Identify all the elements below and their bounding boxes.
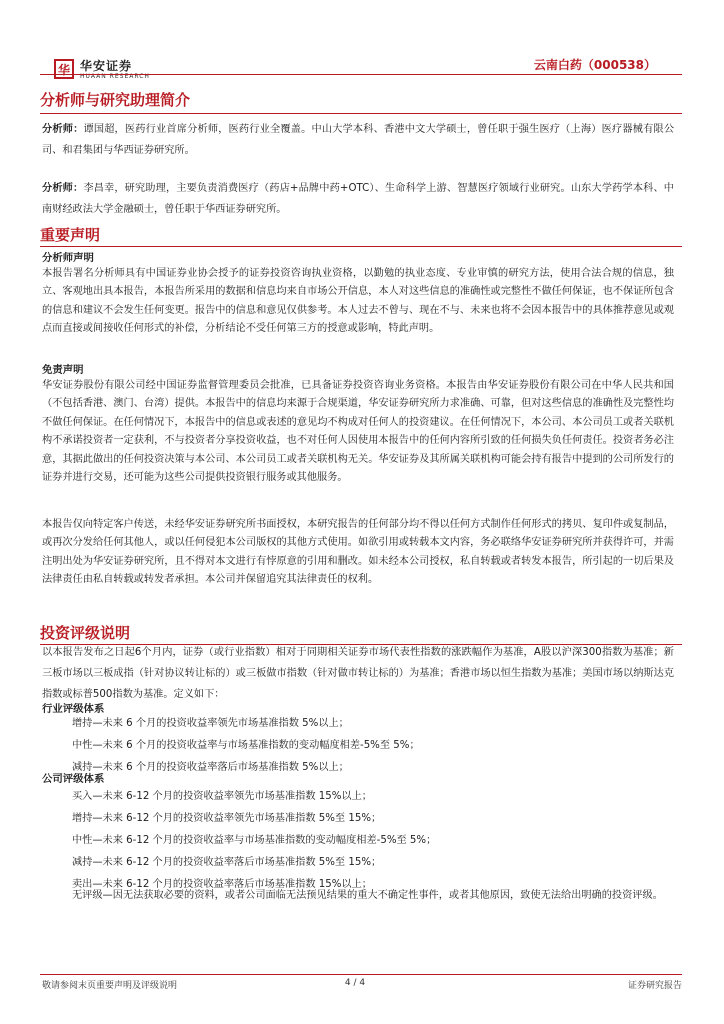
report-stock-code: 云南白药（000538）	[533, 58, 656, 72]
disclaimer-section-divider	[40, 246, 682, 247]
footer-disclaimer-note: 敬请参阅末页重要声明及评级说明	[42, 981, 178, 991]
exemption-heading: 免责声明	[42, 364, 84, 376]
analyst-statement-text: 本报告署名分析师具有中国证券业协会授予的证券投资咨询执业资格，以勤勉的执业态度、专业审慎的研究方法，使用合法合规的信息，独立、客观地出具本报告，本报告所采用的数据和信息均来自市场公开信息，本人对这些信息的准确性或完整性不做任何保证，也不保证所包含的信息和建议不会发生任何变更。报告中的信息和意见仅供参考。本人过去不曾与、现在不与、未来也将不会因本报告中的具体推荐意见或观点而直接或间接收任何形式的补偿，分析结论不受任何第三方的授意或影响，特此声明。	[42, 268, 674, 335]
company-logo-name: 华安证券	[80, 59, 133, 73]
footer-report-type: 证券研究报告	[627, 981, 682, 991]
analyst-label: 分析师：	[42, 183, 84, 194]
no-rating-note: 无评级—因无法获取必要的资料，或者公司面临无法预见结果的重大不确定性事件，或者其他原因，致使无法给出明确的投资评级。	[72, 890, 663, 901]
analyst-bio-1	[42, 119, 674, 161]
header-divider	[40, 74, 682, 75]
company-logo-subtitle: HUAAN RESEARCH	[80, 73, 150, 80]
company-rating-heading: 公司评级体系	[42, 773, 105, 785]
rating-intro: 以本报告发布之日起6个月内，证券（或行业指数）相对于同期相关证券市场代表性指数的涨跌幅作为基准，A股以沪深300指数为基准；新三板市场以三板成指（针对协议转让标的）或三板做市指数（针对做市转让标的）为基准；香港市场以恒生指数为基准；美国市场以纳斯达克指数或标普500指数为基准。定义如下：	[42, 647, 674, 700]
list-item: 卖出—未来 6-12 个月的投资收益率落后市场基准指数 15%以上；	[72, 879, 372, 890]
list-item: 中性—未来 6 个月的投资收益率与市场基准指数的变动幅度相差-5%至 5%；	[72, 740, 420, 751]
exemption-text-2: 本报告仅向特定客户传送，未经华安证券研究所书面授权，本研究报告的任何部分均不得以任何方式制作任何形式的拷贝、复印件或复制品，或再次分发给任何其他人，或以任何侵犯本公司版权的其他方式使用。如欲引用或转载本文内容，务必联络华安证券研究所并获得许可，并需注明出处为华安证券研究所，且不得对本文进行有悖原意的引用和删改。如未经本公司授权，私自转载或者转发本报告，所引起的一切后果及法律责任由私自转载或转发者承担。本公司并保留追究其法律责任的权利。	[42, 519, 674, 586]
company-rating-list	[72, 786, 436, 896]
analyst-bio-text: 李昌幸，研究助理，主要负责消费医疗（药店+品牌中药+OTC）、生命科学上游、智慧医疗领域行业研究。山东大学药学本科、中南财经政法大学金融硕士，曾任职于华西证券研究所。	[42, 183, 674, 215]
analyst-bio-2	[42, 178, 674, 220]
industry-rating-list	[72, 713, 420, 779]
page-number: 4 / 4	[344, 978, 366, 988]
analyst-statement-heading: 分析师声明	[42, 252, 94, 264]
list-item: 增持—未来 6-12 个月的投资收益率领先市场基准指数 5%至 15%；	[72, 813, 382, 824]
footer-divider	[40, 974, 682, 975]
list-item: 买入—未来 6-12 个月的投资收益率领先市场基准指数 15%以上；	[72, 791, 372, 802]
disclaimer-section-title: 重要声明	[40, 226, 101, 244]
list-item: 减持—未来 6 个月的投资收益率落后市场基准指数 5%以上；	[72, 762, 349, 773]
analyst-label: 分析师：	[42, 124, 84, 135]
list-item: 减持—未来 6-12 个月的投资收益率落后市场基准指数 5%至 15%；	[72, 857, 382, 868]
rating-section-title: 投资评级说明	[40, 624, 131, 642]
list-item: 中性—未来 6-12 个月的投资收益率与市场基准指数的变动幅度相差-5%至 5%；	[72, 835, 437, 846]
list-item: 增持—未来 6 个月的投资收益率领先市场基准指数 5%以上；	[72, 718, 349, 729]
company-logo-icon: 华	[54, 59, 74, 79]
analyst-bio-text: 谭国超，医药行业首席分析师，医药行业全覆盖。中山大学本科、香港中文大学硕士，曾任职于强生医疗（上海）医疗器械有限公司、和君集团与华西证券研究所。	[42, 124, 675, 156]
exemption-text-1: 华安证券股份有限公司经中国证券监督管理委员会批准，已具备证券投资咨询业务资格。本报告由华安证券股份有限公司在中华人民共和国（不包括香港、澳门、台湾）提供。本报告中的信息均来源于合规渠道，华安证券研究所力求准确、可靠，但对这些信息的准确性及完整性均不做任何保证。在任何情况下，本报告中的信息或表述的意见均不构成对任何人的投资建议。在任何情况下，本公司、本公司员工或者关联机构不承诺投资者一定获利，不与投资者分享投资收益，也不对任何人因使用本报告中的任何内容所引致的任何损失负任何责任。投资者务必注意，其据此做出的任何投资决策与本公司、本公司员工或者关联机构无关。华安证券及其所属关联机构可能会持有报告中提到的公司所发行的证券并进行交易，还可能为这些公司提供投资银行服务或其他服务。	[42, 380, 674, 484]
analyst-section-title: 分析师与研究助理简介	[40, 91, 191, 109]
industry-rating-heading: 行业评级体系	[42, 703, 105, 715]
analyst-section-divider	[40, 113, 682, 114]
page-header	[40, 56, 682, 84]
